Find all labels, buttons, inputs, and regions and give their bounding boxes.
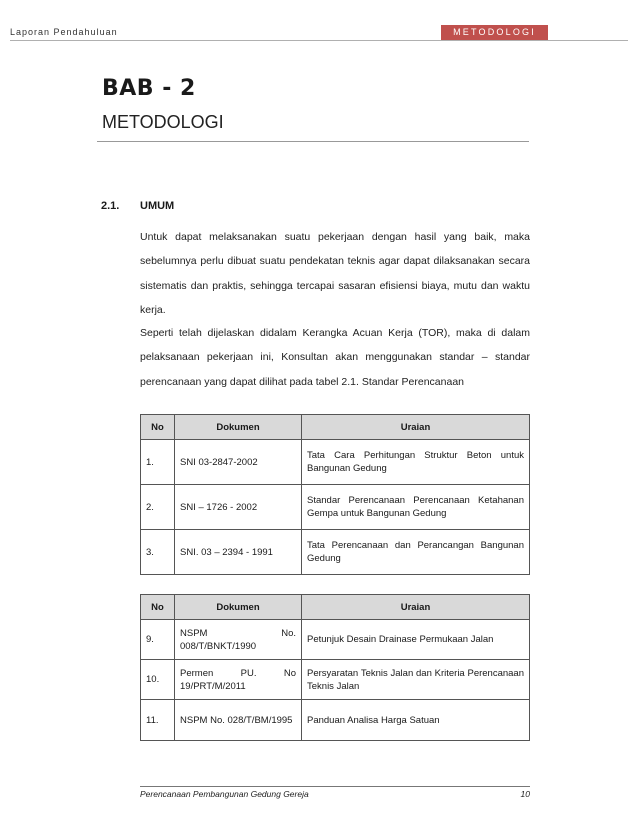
cell-uraian: Standar Perencanaan Perencanaan Ketahanan Gempa untuk Bangunan Gedung (302, 485, 530, 530)
table-row (141, 440, 530, 485)
table-row (141, 485, 530, 530)
cell-no: 11. (141, 700, 175, 741)
cell-no: 2. (141, 485, 175, 530)
cell-no: 1. (141, 440, 175, 485)
section-number: 2.1. (101, 200, 120, 212)
footer-project-title: Perencanaan Pembangunan Gedung Gereja (140, 789, 309, 799)
table-row (141, 700, 530, 741)
page-number: 10 (520, 789, 530, 799)
cell-dokumen: SNI 03-2847-2002 (175, 440, 302, 485)
standards-table-2 (140, 594, 530, 741)
cell-uraian: Tata Perencanaan dan Perancangan Bangunan Gedung (302, 530, 530, 575)
paragraph-standards: Seperti telah dijelaskan didalam Kerangka Acuan Kerja (TOR), maka di dalam pelaksanaan pekerjaan ini, Konsultan akan menggunakan standar – standar perencanaan yang dapat dilihat pada tabel 2.1. Standar Perencanaan (140, 327, 530, 388)
section-title: UMUM (140, 200, 175, 212)
chapter-subtitle: METODOLOGI (102, 112, 224, 132)
column-header-no: No (141, 415, 175, 440)
header-document-title: Laporan Pendahuluan (10, 27, 118, 37)
table-header-row (141, 415, 530, 440)
column-header-dokumen: Dokumen (175, 415, 302, 440)
table-row (141, 660, 530, 700)
cell-uraian: Panduan Analisa Harga Satuan (302, 700, 530, 741)
table-header-row (141, 595, 530, 620)
cell-uraian: Persyaratan Teknis Jalan dan Kriteria Perencanaan Teknis Jalan (302, 660, 530, 700)
column-header-no: No (141, 595, 175, 620)
table-row (141, 620, 530, 660)
cell-dokumen: NSPM No. 008/T/BNKT/1990 (175, 620, 302, 660)
cell-dokumen: NSPM No. 028/T/BM/1995 (175, 700, 302, 741)
cell-uraian: Tata Cara Perhitungan Struktur Beton untuk Bangunan Gedung (302, 440, 530, 485)
cell-dokumen: SNI – 1726 - 2002 (175, 485, 302, 530)
cell-dokumen: SNI. 03 – 2394 - 1991 (175, 530, 302, 575)
standards-table-1 (140, 414, 530, 575)
table-row (141, 530, 530, 575)
cell-uraian: Petunjuk Desain Drainase Permukaan Jalan (302, 620, 530, 660)
column-header-dokumen: Dokumen (175, 595, 302, 620)
column-header-uraian: Uraian (302, 595, 530, 620)
chapter-divider (97, 141, 529, 142)
cell-no: 3. (141, 530, 175, 575)
chapter-title: BAB - 2 (102, 76, 196, 101)
cell-no: 10. (141, 660, 175, 700)
cell-dokumen: Permen PU. No 19/PRT/M/2011 (175, 660, 302, 700)
header-divider (10, 40, 628, 41)
footer-divider (140, 786, 530, 787)
cell-no: 9. (141, 620, 175, 660)
paragraph-intro: Untuk dapat melaksanakan suatu pekerjaan dengan hasil yang baik, maka sebelumnya perlu dibuat suatu pendekatan teknis agar dapat dilaksanakan secara sistematis dan praktis, sehingga tercapai sasaran efisiensi biaya, mutu dan waktu kerja. (140, 231, 530, 316)
header-chapter-label: METODOLOGI (441, 25, 548, 40)
column-header-uraian: Uraian (302, 415, 530, 440)
